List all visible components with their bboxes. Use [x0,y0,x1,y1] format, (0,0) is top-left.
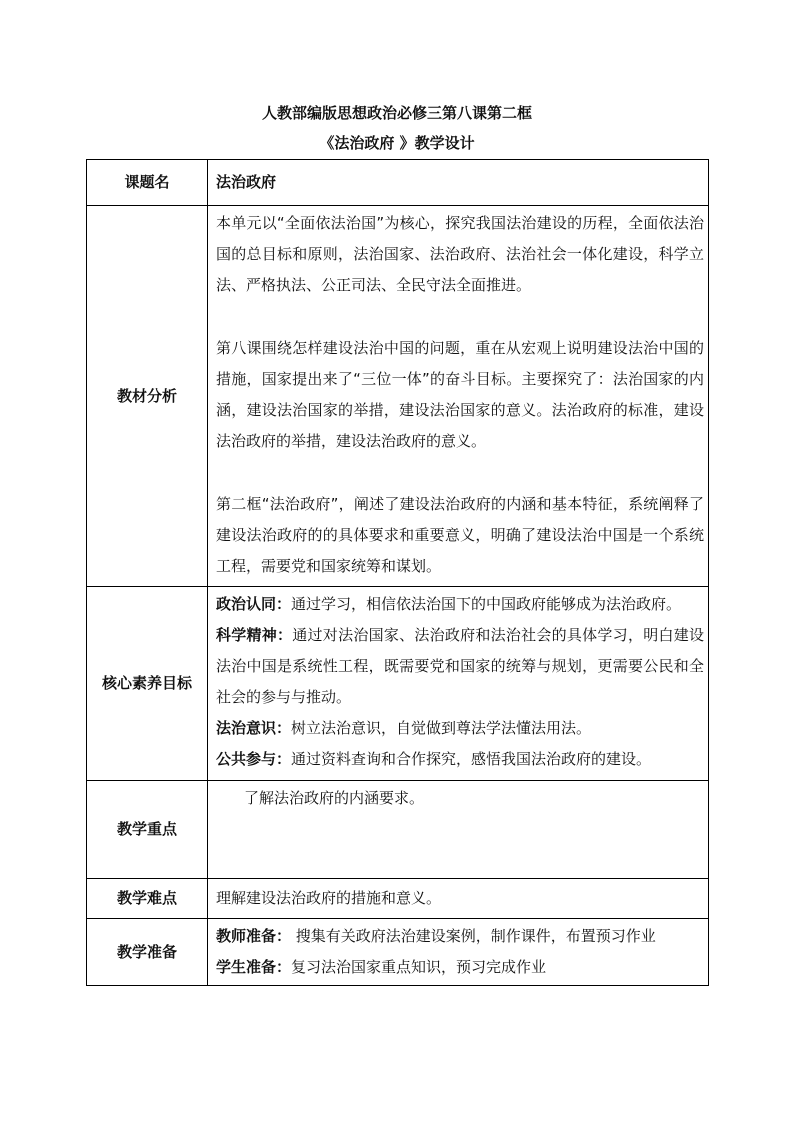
topic-text: 法治政府 [216,173,277,191]
row-label-analysis: 教材分析 [87,206,208,587]
key-point-text: 了解法治政府的内涵要求。 [244,789,425,807]
table-row [87,781,709,879]
preparation-content [208,919,709,986]
student-preparation-text: 复习法治国家重点知识，预习完成作业 [291,958,547,976]
table-row [87,160,709,206]
row-label-key-point: 教学重点 [87,781,208,879]
table-row [87,206,709,587]
core-goal-item: 公共参与：通过资料查询和合作探究，感悟我国法治政府的建设。 [216,750,652,768]
analysis-content [208,206,709,587]
core-goal-text: 通过资料查询和合作探究，感悟我国法治政府的建设。 [291,750,652,768]
teacher-preparation-term: 教师准备： [216,927,292,945]
core-goal-term: 法治意识 [216,719,277,737]
difficulty-content [208,879,709,919]
core-goal-term: 公共参与 [216,750,277,768]
core-goal-text: 通过学习，相信依法治国下的中国政府能够成为法治政府。 [291,595,682,613]
row-label-difficulty: 教学难点 [87,879,208,919]
core-goal-text: 树立法治意识，自觉做到尊法学法懂法用法。 [291,719,592,737]
row-label-core-goals: 核心素养目标 [87,587,208,781]
analysis-paragraph: 第二框“法治政府”，阐述了建设法治政府的内涵和基本特征，系统阐释了建设法治政府的的具体要求和重要意义，明确了建设法治中国是一个系统工程，需要党和国家统筹和谋划。 [216,495,704,575]
core-goal-item: 法治意识：树立法治意识，自觉做到尊法学法懂法用法。 [216,719,592,737]
row-label-preparation: 教学准备 [87,919,208,986]
table-row [87,879,709,919]
lesson-plan-table [86,159,709,986]
difficulty-text: 理解建设法治政府的措施和意义。 [216,889,442,907]
core-goal-item: 政治认同：通过学习，相信依法治国下的中国政府能够成为法治政府。 [216,595,682,613]
row-label-topic: 课题名 [87,160,208,206]
analysis-paragraph: 第八课围绕怎样建设法治中国的问题，重在从宏观上说明建设法治中国的措施，国家提出来了“三位一体”的奋斗目标。主要探究了：法治国家的内涵，建设法治国家的举措，建设法治国家的意义。法治政府的标准，建设法治政府的举措，建设法治政府的意义。 [216,339,704,450]
key-point-content [208,781,709,879]
table-row [87,919,709,986]
analysis-paragraph: 本单元以“全面依法治国”为核心，探究我国法治建设的历程，全面依法治国的总目标和原则，法治国家、法治政府、法治社会一体化建设，科学立法、严格执法、公正司法、全民守法全面推进。 [216,214,704,294]
core-goals-content [208,587,709,781]
teacher-preparation-text: 搜集有关政府法治建设案例，制作课件，布置预习作业 [291,927,656,945]
topic-value [208,160,709,206]
core-goal-term: 科学精神 [216,626,278,644]
core-goal-text: 通过对法治国家、法治政府和法治社会的具体学习，明白建设法治中国是系统性工程，既需要党和国家的统筹与规划，更需要公民和全社会的参与与推动。 [216,626,704,706]
student-preparation [216,952,704,983]
document-subtitle: 《法治政府 》教学设计 [319,134,475,152]
core-goal-item: 科学精神：通过对法治国家、法治政府和法治社会的具体学习，明白建设法治中国是系统性工程，既需要党和国家的统筹与规划，更需要公民和全社会的参与与推动。 [216,626,704,706]
table-row [87,587,709,781]
student-preparation-term: 学生准备： [216,958,292,976]
core-goal-term: 政治认同 [216,595,277,613]
document-title: 人教部编版思想政治必修三第八课第二框 [261,104,532,122]
teacher-preparation [216,921,704,952]
